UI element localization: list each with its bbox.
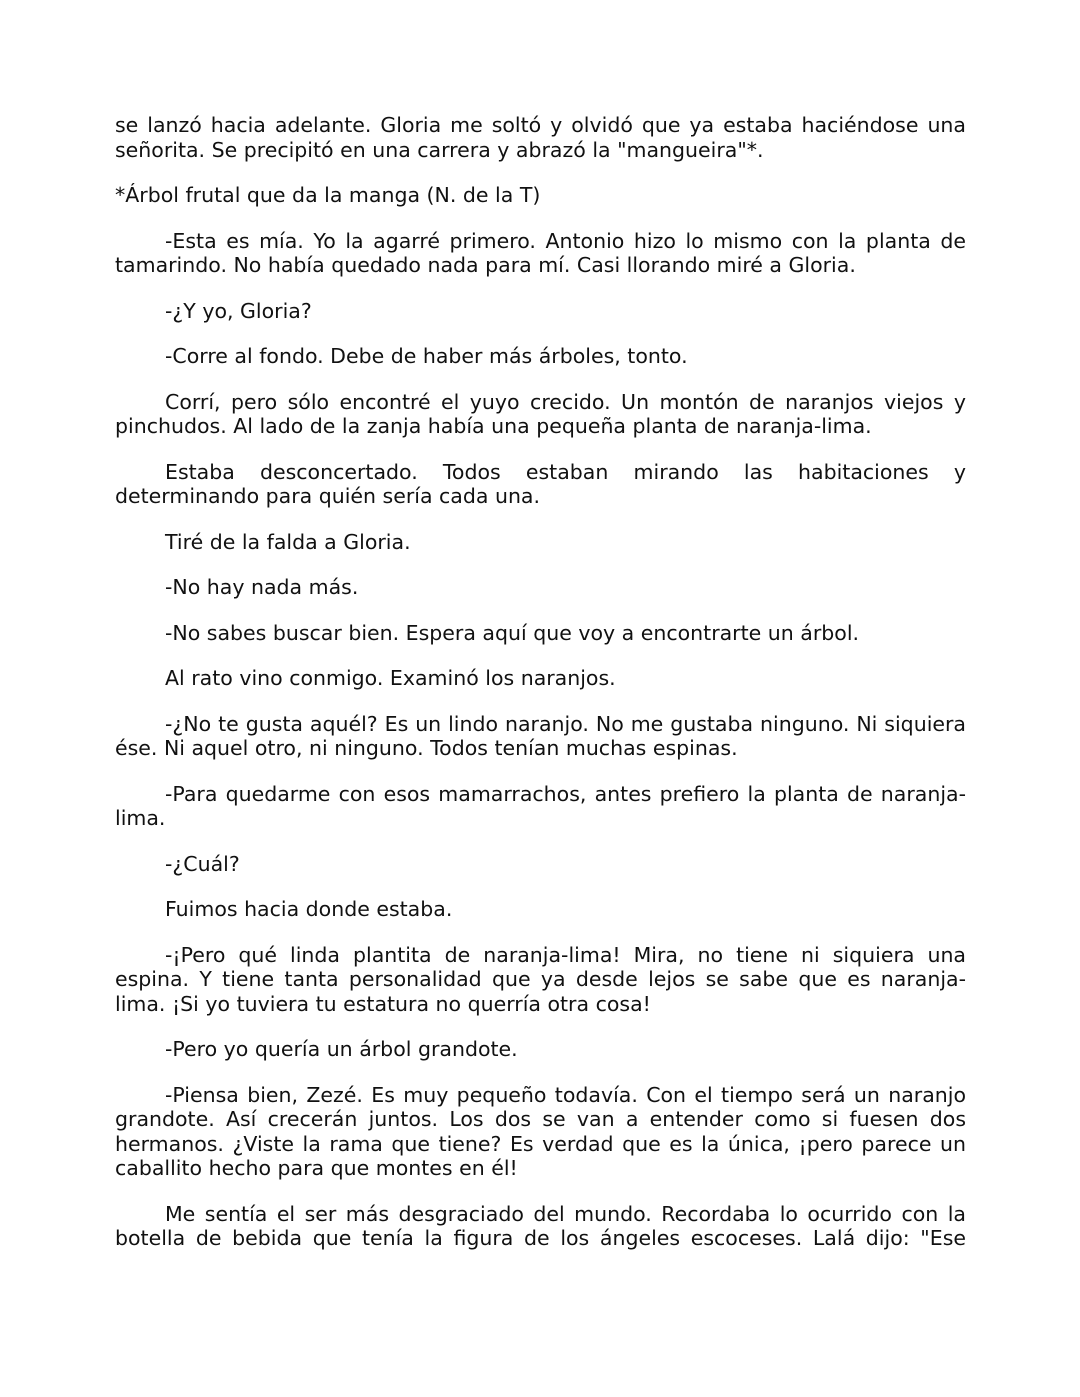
document-page	[115, 113, 966, 1272]
paragraph: -No hay nada más.	[165, 575, 359, 599]
paragraph: Tiré de la falda a Gloria.	[165, 529, 411, 554]
paragraph-truncated: Me sentía el ser más desgraciado del mundo. Recordaba lo ocurrido con la botella de bebida que tenía la figura de los ángeles escoceses. Lalá dijo: "Ese	[115, 1201, 966, 1250]
paragraph: -Esta es mía. Yo la agarré primero. Antonio hizo lo mismo con la planta de tamarindo. No había quedado nada para mí. Casi llorando miré a Gloria.	[115, 228, 966, 277]
paragraph: -¿Cuál?	[165, 851, 240, 876]
paragraph: -¿Y yo, Gloria?	[165, 298, 312, 323]
paragraph: -¿No te gusta aquél? Es un lindo naranjo. No me gustaba ninguno. Ni siquiera ése. Ni aquel otro, ni ninguno. Todos tenían muchas espinas.	[115, 711, 966, 760]
paragraph: -Para quedarme con esos mamarrachos, antes prefiero la planta de naranja-lima.	[115, 781, 966, 830]
paragraph: Corrí, pero sólo encontré el yuyo crecido. Un montón de naranjos viejos y pinchudos. Al lado de la zanja había una pequeña planta de naranja-lima.	[115, 389, 966, 438]
paragraph-continuation: se lanzó hacia adelante. Gloria me soltó y olvidó que ya estaba haciéndose una señorita. Se precipitó en una carrera y abrazó la "mangueira"*.	[115, 113, 966, 162]
paragraph: -Piensa bien, Zezé. Es muy pequeño todavía. Con el tiempo será un naranjo grandote. Así crecerán juntos. Los dos se van a entender como si fuesen dos hermanos. ¿Viste la rama que tiene? Es verdad que es la única, ¡pero parece un caballito hecho para que montes en él!	[115, 1082, 966, 1180]
paragraph: -No sabes buscar bien. Espera aquí que voy a encontrarte un árbol.	[165, 620, 860, 645]
paragraph: -Corre al fondo. Debe de haber más árboles, tonto.	[165, 344, 688, 368]
paragraph: -Pero yo quería un árbol grandote.	[165, 1037, 518, 1061]
paragraph: Estaba desconcertado. Todos estaban mirando las habitaciones y determinando para quién sería cada una.	[115, 459, 966, 508]
paragraph: Al rato vino conmigo. Examinó los naranjos.	[165, 666, 616, 690]
footnote: *Árbol frutal que da la manga (N. de la T)	[115, 183, 541, 207]
paragraph: Fuimos hacia donde estaba.	[165, 897, 453, 921]
paragraph: -¡Pero qué linda plantita de naranja-lima! Mira, no tiene ni siquiera una espina. Y tiene tanta personalidad que ya desde lejos se sabe que es naranja-lima. ¡Si yo tuviera tu estatura no querría otra cosa!	[115, 942, 966, 1016]
